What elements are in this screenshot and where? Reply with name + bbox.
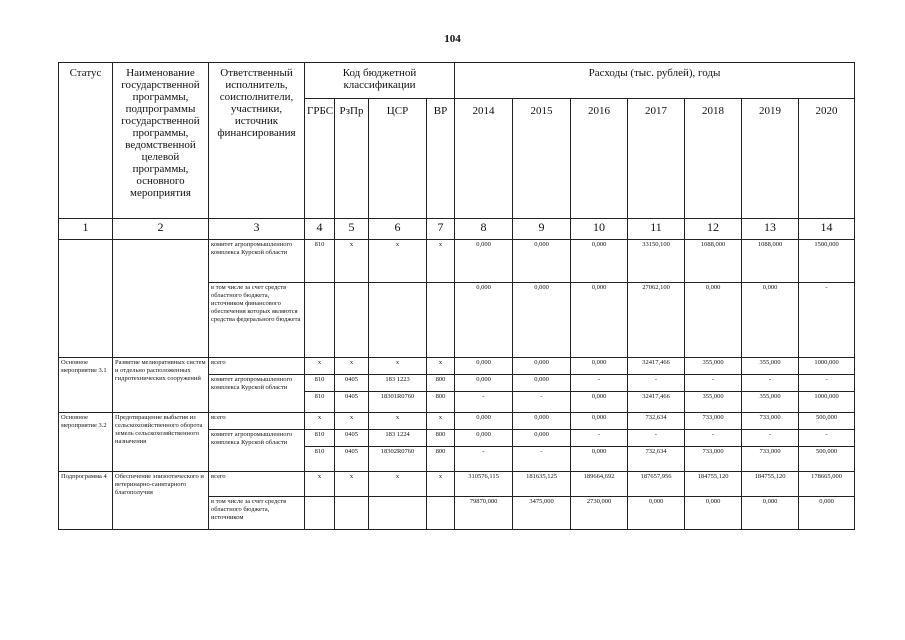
value-cell: 32417,466: [628, 392, 685, 413]
value-cell: 0,000: [513, 375, 571, 392]
value-cell: 0,000: [571, 358, 628, 375]
value-cell: 0,000: [455, 358, 513, 375]
value-cell: 0,000: [455, 413, 513, 430]
csr-cell: [369, 283, 427, 358]
header-grbs: ГРБС: [305, 99, 335, 219]
value-cell: 0,000: [799, 497, 855, 530]
name-cell: [113, 240, 209, 358]
value-cell: 733,000: [742, 413, 799, 430]
value-cell: 733,000: [685, 447, 742, 472]
grbs-cell: 810: [305, 430, 335, 447]
name-cell: Обеспечение эпизоотического и ветеринарно-санитарного благополучия: [113, 472, 209, 530]
rzpr-cell: [335, 283, 369, 358]
rzpr-cell: [335, 497, 369, 530]
grbs-cell: 810: [305, 392, 335, 413]
rzpr-cell: 0405: [335, 392, 369, 413]
value-cell: -: [513, 447, 571, 472]
value-cell: 187657,956: [628, 472, 685, 497]
value-cell: -: [513, 392, 571, 413]
rzpr-cell: 0405: [335, 375, 369, 392]
rzpr-cell: 0405: [335, 447, 369, 472]
value-cell: -: [571, 430, 628, 447]
value-cell: 184755,120: [742, 472, 799, 497]
header-name: Наименование государственной программы, подпрограммы государственной программы, ведомственной целевой программы, основного мероприятия: [113, 63, 209, 219]
table-row: [59, 472, 855, 497]
value-cell: 733,000: [742, 447, 799, 472]
header-row-top: [59, 63, 855, 99]
csr-cell: x: [369, 358, 427, 375]
column-number: 12: [685, 219, 742, 240]
header-rzpr: РзПр: [335, 99, 369, 219]
value-cell: -: [628, 430, 685, 447]
value-cell: 79870,000: [455, 497, 513, 530]
value-cell: -: [742, 430, 799, 447]
rzpr-cell: x: [335, 358, 369, 375]
responsible-cell: комитет агропромышленного комплекса Курской области: [209, 375, 305, 413]
value-cell: 1088,000: [742, 240, 799, 283]
header-csr: ЦСР: [369, 99, 427, 219]
value-cell: 0,000: [742, 497, 799, 530]
status-cell: [59, 240, 113, 358]
grbs-cell: x: [305, 472, 335, 497]
value-cell: 0,000: [513, 413, 571, 430]
column-number: 4: [305, 219, 335, 240]
header-year: 2014: [455, 99, 513, 219]
csr-cell: 18301R0760: [369, 392, 427, 413]
header-year: 2019: [742, 99, 799, 219]
column-number: 6: [369, 219, 427, 240]
value-cell: 355,000: [685, 392, 742, 413]
value-cell: -: [799, 283, 855, 358]
column-number: 8: [455, 219, 513, 240]
value-cell: 1000,000: [799, 392, 855, 413]
header-year: 2015: [513, 99, 571, 219]
value-cell: 0,000: [513, 358, 571, 375]
column-number: 10: [571, 219, 628, 240]
value-cell: 0,000: [571, 283, 628, 358]
csr-cell: x: [369, 413, 427, 430]
name-cell: Развитие мелиоративных систем и отдельно расположенных гидротехнических сооружений: [113, 358, 209, 413]
status-cell: Основное мероприятие 3.2: [59, 413, 113, 472]
csr-cell: x: [369, 240, 427, 283]
value-cell: 189664,692: [571, 472, 628, 497]
value-cell: 0,000: [455, 375, 513, 392]
value-cell: 355,000: [742, 392, 799, 413]
status-cell: Основное мероприятие 3.1: [59, 358, 113, 413]
value-cell: -: [742, 375, 799, 392]
header-year: 2017: [628, 99, 685, 219]
status-cell: Подпрограмма 4: [59, 472, 113, 530]
header-responsible: Ответственный исполнитель, соисполнители, участники, источник финансирования: [209, 63, 305, 219]
responsible-cell: всего: [209, 472, 305, 497]
column-number: 7: [427, 219, 455, 240]
value-cell: 0,000: [513, 430, 571, 447]
value-cell: 0,000: [571, 447, 628, 472]
value-cell: -: [455, 447, 513, 472]
value-cell: 355,000: [742, 358, 799, 375]
table-row: [59, 240, 855, 283]
value-cell: -: [799, 430, 855, 447]
value-cell: 500,000: [799, 413, 855, 430]
value-cell: 0,000: [455, 240, 513, 283]
value-cell: 732,634: [628, 413, 685, 430]
header-year: 2016: [571, 99, 628, 219]
vr-cell: x: [427, 413, 455, 430]
vr-cell: x: [427, 240, 455, 283]
value-cell: 0,000: [628, 497, 685, 530]
value-cell: 0,000: [685, 497, 742, 530]
responsible-cell: в том числе за счет средств областного бюджета, источником: [209, 497, 305, 530]
header-vr: ВР: [427, 99, 455, 219]
responsible-cell: всего: [209, 413, 305, 430]
value-cell: 732,634: [628, 447, 685, 472]
value-cell: 184755,120: [685, 472, 742, 497]
value-cell: 32417,466: [628, 358, 685, 375]
value-cell: 0,000: [455, 283, 513, 358]
vr-cell: x: [427, 358, 455, 375]
value-cell: 0,000: [571, 413, 628, 430]
responsible-cell: в том числе за счет средств областного бюджета, источником финансового обеспечения которых являются средства федерального бюджета: [209, 283, 305, 358]
value-cell: 355,000: [685, 358, 742, 375]
budget-table: [58, 62, 855, 530]
grbs-cell: [305, 497, 335, 530]
header-budget-code: Код бюджетной классификации: [305, 63, 455, 99]
table-row: [59, 413, 855, 430]
grbs-cell: x: [305, 358, 335, 375]
grbs-cell: x: [305, 413, 335, 430]
name-cell: Предотвращение выбытия из сельскохозяйственного оборота земель сельскохозяйственного назначения: [113, 413, 209, 472]
column-number: 13: [742, 219, 799, 240]
value-cell: 3475,000: [513, 497, 571, 530]
value-cell: -: [685, 430, 742, 447]
grbs-cell: [305, 283, 335, 358]
vr-cell: 800: [427, 375, 455, 392]
vr-cell: [427, 497, 455, 530]
responsible-cell: комитет агропромышленного комплекса Курской области: [209, 240, 305, 283]
value-cell: -: [685, 375, 742, 392]
value-cell: 733,000: [685, 413, 742, 430]
value-cell: 0,000: [571, 392, 628, 413]
column-number-row: [59, 219, 855, 240]
csr-cell: x: [369, 472, 427, 497]
value-cell: -: [799, 375, 855, 392]
rzpr-cell: x: [335, 240, 369, 283]
value-cell: 0,000: [685, 283, 742, 358]
header-expenses: Расходы (тыс. рублей), годы: [455, 63, 855, 99]
value-cell: 27062,100: [628, 283, 685, 358]
value-cell: 181635,125: [513, 472, 571, 497]
grbs-cell: 810: [305, 375, 335, 392]
value-cell: -: [455, 392, 513, 413]
value-cell: 1500,000: [799, 240, 855, 283]
column-number: 11: [628, 219, 685, 240]
value-cell: 1088,000: [685, 240, 742, 283]
column-number: 2: [113, 219, 209, 240]
page-number: 104: [444, 33, 461, 45]
column-number: 1: [59, 219, 113, 240]
header-status: Статус: [59, 63, 113, 219]
csr-cell: 183 1223: [369, 375, 427, 392]
responsible-cell: комитет агропромышленного комплекса Курской области: [209, 430, 305, 472]
vr-cell: 800: [427, 430, 455, 447]
table-row: [59, 358, 855, 375]
responsible-cell: всего: [209, 358, 305, 375]
value-cell: 0,000: [742, 283, 799, 358]
header-year: 2020: [799, 99, 855, 219]
column-number: 3: [209, 219, 305, 240]
column-number: 5: [335, 219, 369, 240]
rzpr-cell: x: [335, 413, 369, 430]
csr-cell: 183 1224: [369, 430, 427, 447]
value-cell: 33150,100: [628, 240, 685, 283]
value-cell: 0,000: [513, 283, 571, 358]
value-cell: 1000,000: [799, 358, 855, 375]
rzpr-cell: x: [335, 472, 369, 497]
column-number: 9: [513, 219, 571, 240]
header-year: 2018: [685, 99, 742, 219]
value-cell: -: [571, 375, 628, 392]
vr-cell: x: [427, 472, 455, 497]
grbs-cell: 810: [305, 447, 335, 472]
value-cell: 0,000: [455, 430, 513, 447]
rzpr-cell: 0405: [335, 430, 369, 447]
value-cell: 2730,000: [571, 497, 628, 530]
vr-cell: 800: [427, 392, 455, 413]
vr-cell: 800: [427, 447, 455, 472]
value-cell: 0,000: [571, 240, 628, 283]
column-number: 14: [799, 219, 855, 240]
csr-cell: [369, 497, 427, 530]
vr-cell: [427, 283, 455, 358]
value-cell: 178665,000: [799, 472, 855, 497]
value-cell: 500,000: [799, 447, 855, 472]
csr-cell: 18302R0760: [369, 447, 427, 472]
grbs-cell: 810: [305, 240, 335, 283]
value-cell: 310576,115: [455, 472, 513, 497]
value-cell: 0,000: [513, 240, 571, 283]
value-cell: -: [628, 375, 685, 392]
